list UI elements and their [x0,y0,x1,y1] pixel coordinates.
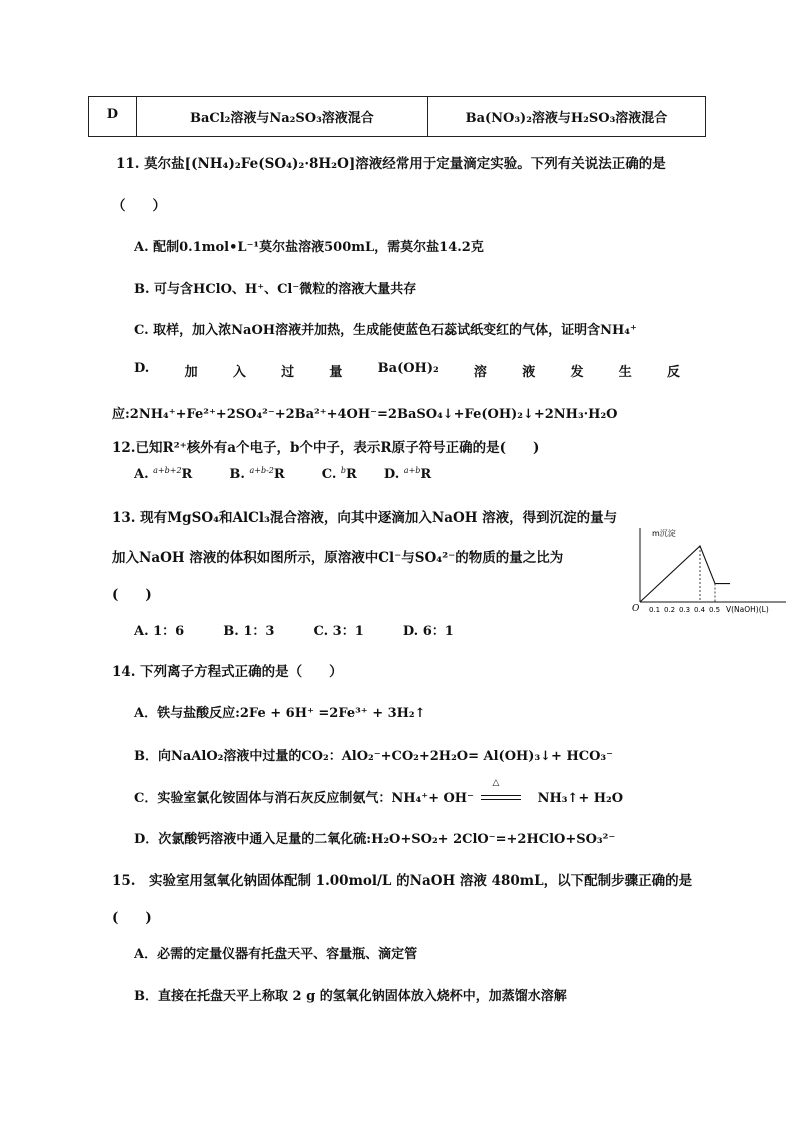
heat-mark: △ [492,778,500,788]
q13-stem-line2: 加入NaOH 溶液的体积如图所示，原溶液中Cl⁻与SO₄²⁻的物质的量之比为 [112,550,564,566]
q12-option-a: A. $^{a+b+2}$R [134,466,193,482]
q11-d-word: 过 [281,365,295,380]
heat-arrow [479,778,523,802]
q11-stem: 11. 莫尔盐[(NH₄)₂Fe(SO₄)₂·8H₂O]溶液经常用于定量滴定实验。下列有关说法正确的是 [116,156,666,172]
q13-option-a: A. 1：6 [134,624,185,639]
y-axis-label: m沉淀 [652,529,676,538]
q15-option-b: B．直接在托盘天平上称取 2 g 的氢氧化钠固体放入烧杯中，加蒸馏水溶解 [134,989,567,1004]
q11-d-word: 溶 [473,365,487,380]
x-tick-label: 0.3 [679,606,691,614]
q13-stem-line1: 13. 现有MgSO₄和AlCl₃混合溶液，向其中逐滴加入NaOH 溶液，得到沉淀的量与 [112,510,618,526]
q11-d-word: Ba(OH)₂ [377,361,439,376]
q12-option-d: D. $^{a+b}$R [383,466,432,482]
q14-option-a: A．铁与盐酸反应:2Fe + 6H⁺ =2Fe³⁺ + 3H₂↑ [134,706,426,721]
q11-option-d-equation: 应:2NH₄⁺+Fe²⁺+2SO₄²⁻+2Ba²⁺+4OH⁻=2BaSO₄↓+Fe(OH)₂↓+2NH₃·H₂O [112,407,618,422]
q11-d-word: 量 [329,365,343,380]
q13-option-d: D. 6：1 [402,624,454,639]
precipitate-chart [628,522,792,618]
x-tick-label: 0.4 [694,606,706,614]
q13-options [134,620,454,639]
q12-stem: 12.已知R²⁺核外有a个电子，b个中子，表示R原子符号正确的是( ) [112,440,540,456]
q12-option-c: C. $^b$R [321,466,357,482]
q11-d-word: 液 [522,365,536,380]
table-cell-2: Ba(NO₃)₂溶液与H₂SO₃溶液混合 [465,111,668,126]
q11-d-word: 反 [666,365,680,380]
origin-label: O [632,604,640,614]
chart-layer [632,528,786,614]
q14-stem: 14. 下列离子方程式正确的是（ ） [112,664,343,680]
q11-d-word: 生 [618,365,632,380]
q11-d-word: 发 [570,365,584,380]
q11-option-c: C. 取样，加入浓NaOH溶液并加热，生成能使蓝色石蕊试纸变红的气体，证明含NH₄⁺ [134,323,637,338]
x-axis-label: V(NaOH)(L) [726,605,769,614]
precipitate-series-line [640,546,730,602]
q11-option-b: B. 可与含HClO、H⁺、Cl⁻微粒的溶液大量共存 [134,282,417,297]
q15-stem: 15. 实验室用氢氧化钠固体配制 1.00mol/L 的NaOH 溶液 480mL，以下配制步骤正确的是 [112,873,693,889]
q11-paren: （ ） [112,198,166,214]
q14-option-d: D．次氯酸钙溶液中通入足量的二氧化硫:H₂O+SO₂+ 2ClO⁻=+2HClO+SO₃²⁻ [134,832,616,847]
q15-paren: ( ) [112,910,152,926]
q14-c-left: C．实验室氯化铵固体与消石灰反应制氨气：NH₄⁺+ OH⁻ [134,791,474,806]
q11-d-word: D. [134,361,150,376]
q11-d-word: 入 [232,365,246,380]
table-row-label: D [89,97,137,136]
q13-option-b: B. 1：3 [223,624,275,639]
q13-option-c: C. 3：1 [313,624,364,639]
q14-c-right: NH₃↑+ H₂O [537,791,624,806]
q13-paren: ( ) [112,587,152,603]
answer-table-row-d [88,96,706,137]
x-tick-label: 0.1 [649,606,661,614]
q12-options [134,466,431,482]
q11-d-word: 加 [184,365,198,380]
q12-option-b: B. $^{a+b-2}$R [229,466,285,482]
q14-option-b: B．向NaAlO₂溶液中过量的CO₂：AlO₂⁻+CO₂+2H₂O= Al(OH)₃↓+ HCO₃⁻ [134,749,613,764]
q15-option-a: A．必需的定量仪器有托盘天平、容量瓶、滴定管 [134,947,418,962]
q11-option-a: A. 配制0.1mol•L⁻¹莫尔盐溶液500mL，需莫尔盐14.2克 [134,240,484,255]
x-tick-label: 0.5 [709,606,721,614]
q14-option-c [134,778,624,806]
x-tick-label: 0.2 [664,606,676,614]
q11-option-d-spread [134,361,680,380]
table-cell-1: BaCl₂溶液与Na₂SO₃溶液混合 [137,97,428,136]
